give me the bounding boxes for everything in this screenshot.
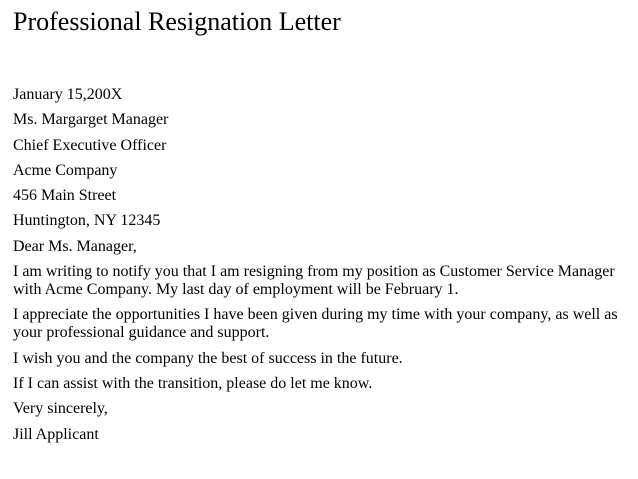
signature: Jill Applicant (13, 425, 99, 443)
paragraph-resignation: I am writing to notify you that I am resigning from my position as Customer Service Manager with Acme Company. My last day of employment will be February 1. (13, 263, 615, 299)
recipient-company: Acme Company (13, 161, 118, 179)
recipient-city-state-zip: Huntington, NY 12345 (13, 212, 161, 230)
letter-body (13, 86, 633, 444)
letter-title: Professional Resignation Letter (13, 7, 341, 36)
salutation: Dear Ms. Manager, (13, 237, 137, 255)
recipient-name: Ms. Margarget Manager (13, 111, 169, 129)
recipient-street: 456 Main Street (13, 187, 117, 205)
recipient-title: Chief Executive Officer (13, 136, 167, 154)
paragraph-appreciation: I appreciate the opportunities I have been given during my time with your company, as well as your professional guidance and support. (13, 306, 618, 342)
letter-page (13, 0, 633, 451)
closing: Very sincerely, (13, 400, 108, 418)
paragraph-wishes: I wish you and the company the best of success in the future. (13, 349, 403, 367)
letter-date: January 15,200X (13, 86, 123, 103)
paragraph-transition: If I can assist with the transition, please do let me know. (13, 374, 373, 392)
